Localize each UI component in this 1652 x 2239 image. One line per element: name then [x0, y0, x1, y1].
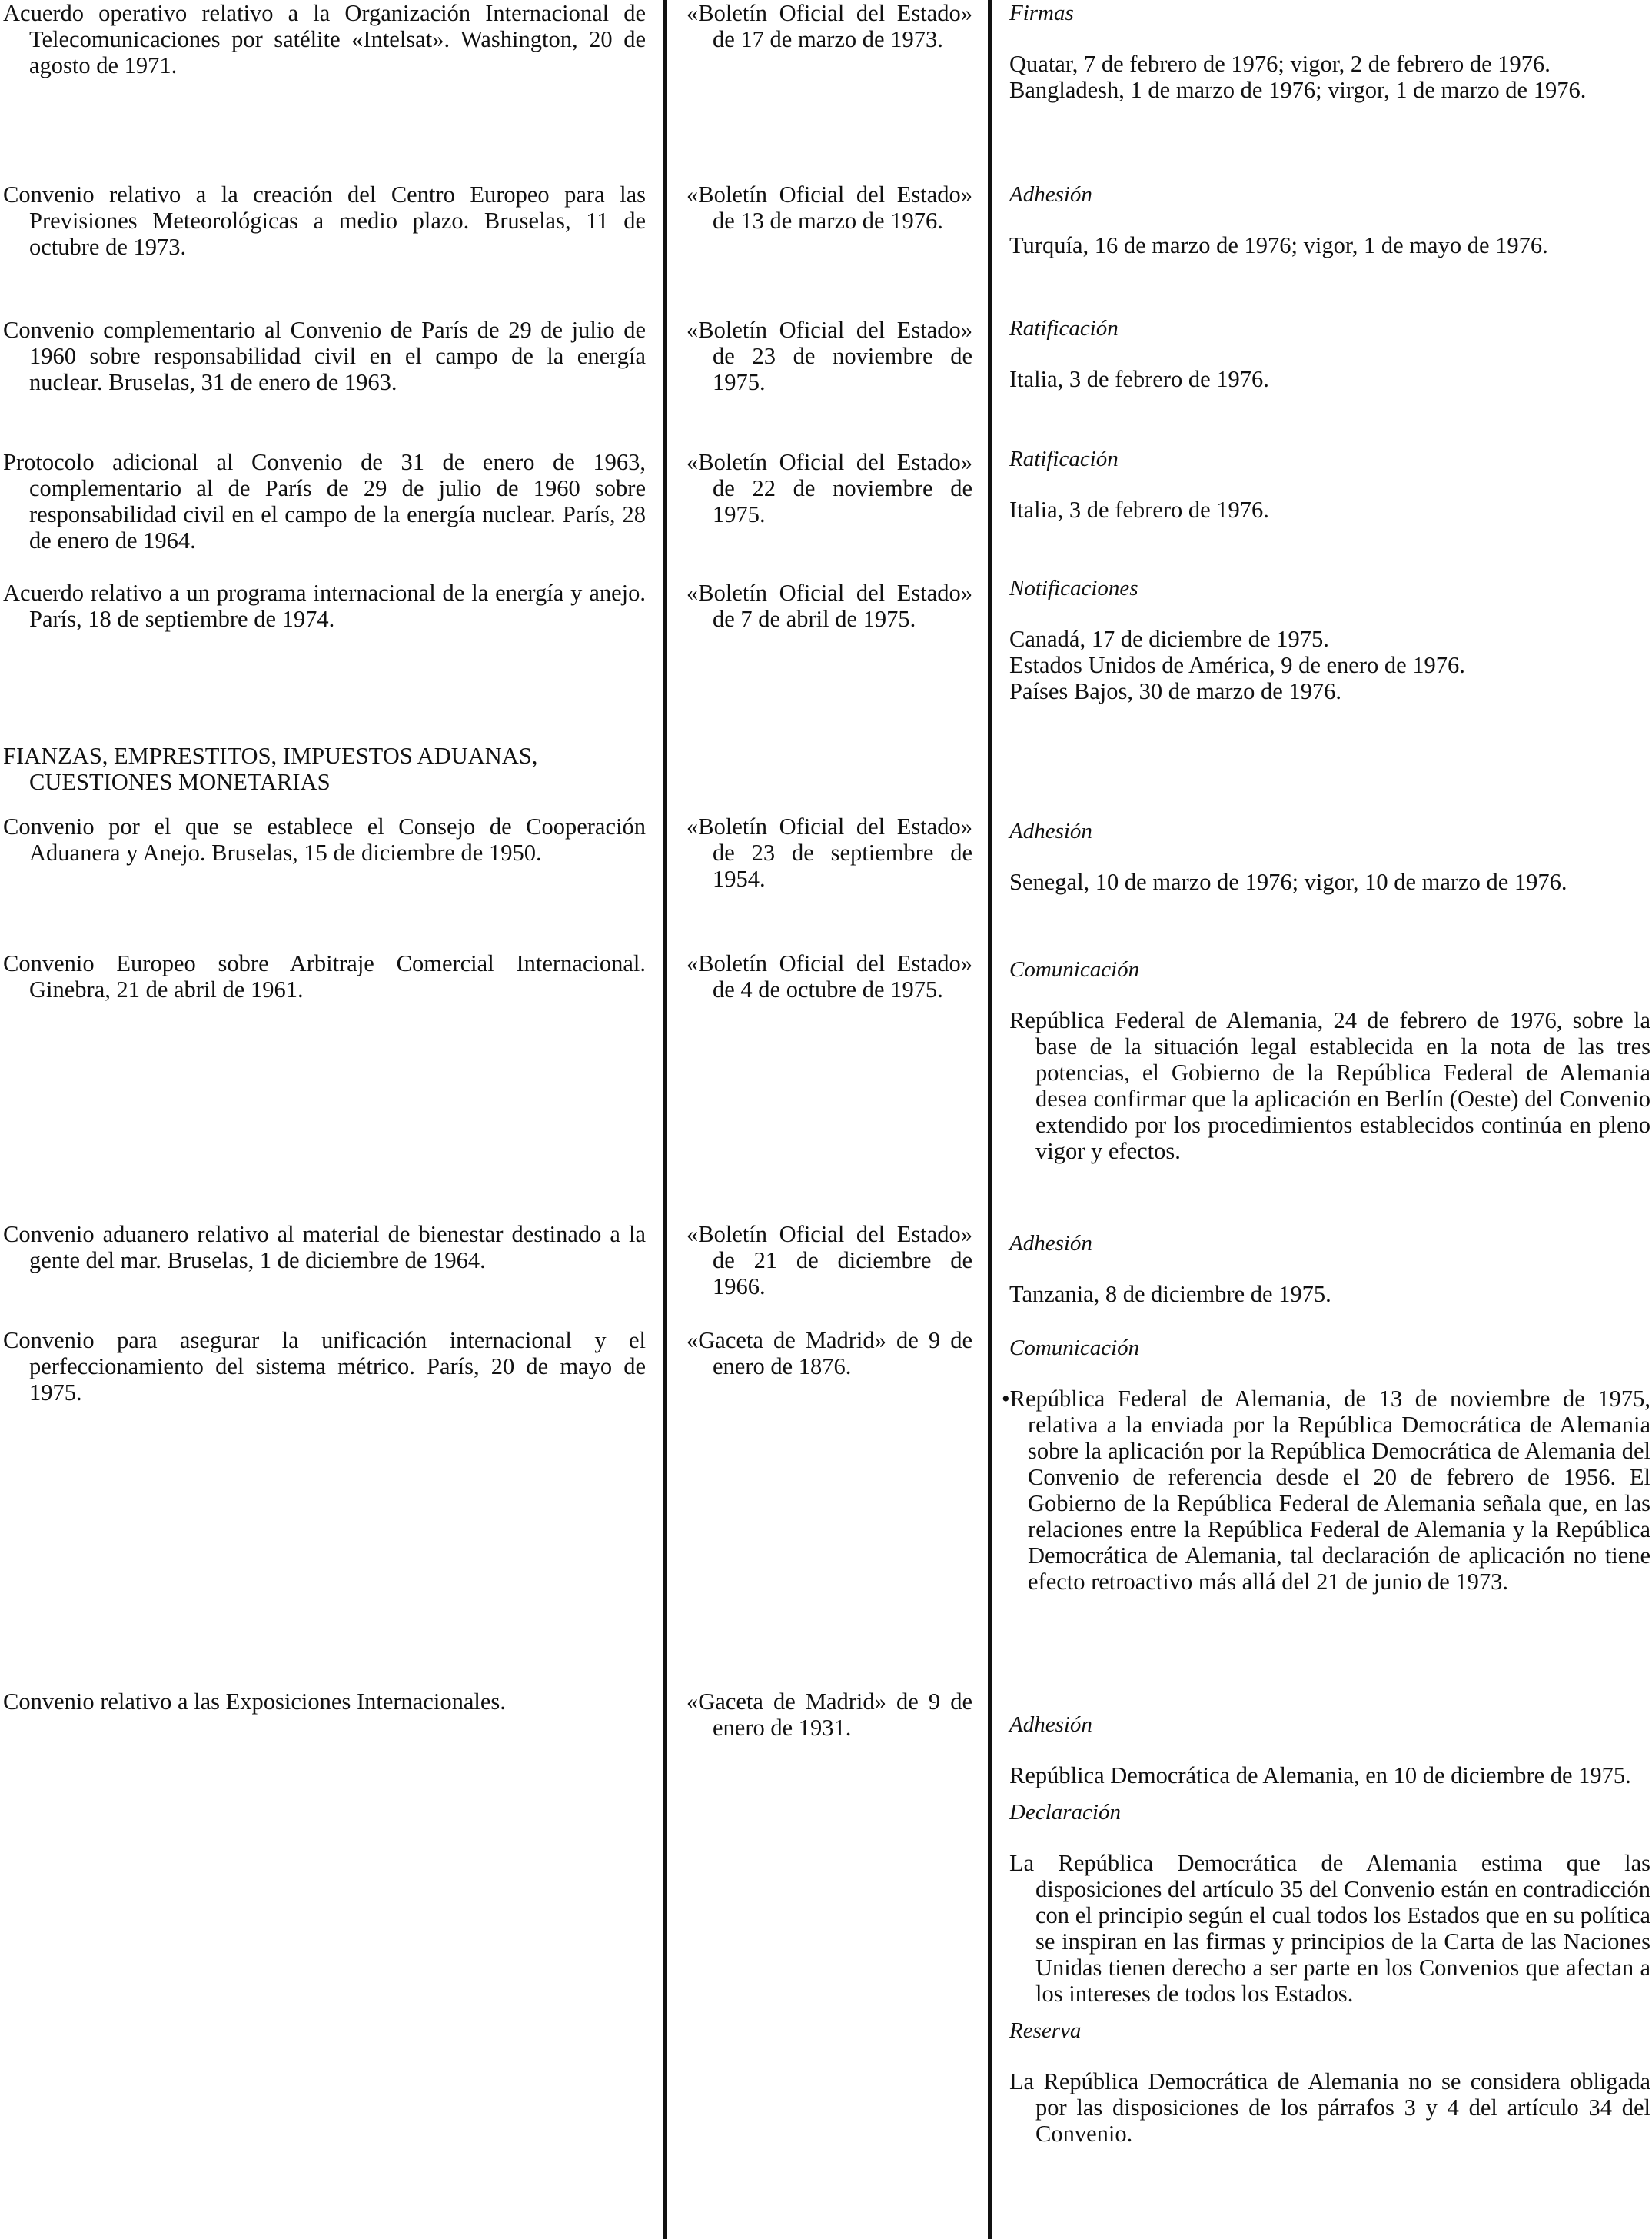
- entry-reference: «Gaceta de Madrid» de 9 de enero de 1876.: [686, 1327, 972, 1379]
- note-block: [1002, 1335, 1650, 1595]
- note-block: [1009, 956, 1650, 1164]
- note-text: La República Democrática de Alemania no se considera obligada por las disposiciones de los párrafos 3 y 4 del artículo 34 del Convenio.: [1009, 2068, 1650, 2147]
- note-label: Firmas: [1009, 1, 1074, 25]
- entry-reference: «Boletín Oficial del Estado» de 21 de diciembre de 1966.: [686, 1221, 972, 1299]
- section-heading-line: CUESTIONES MONETARIAS: [29, 769, 331, 795]
- note-label: Ratificación: [1009, 316, 1119, 341]
- note-text: Países Bajos, 30 de marzo de 1976.: [1009, 678, 1342, 704]
- note-text: •República Federal de Alemania, de 13 de noviembre de 1975, relativa a la enviada por la República Democrática de Alemania sobre la aplicación por la República Democrática de Alemania del Convenio de referencia desde el 20 de febrero de 1956. El Gobierno de la República Federal de Alemania señala que, en las relaciones entre la República Federal de Alemania y la República Democrática de Alemania, tal declaración de aplicación no tiene efecto retroactivo más allá del 21 de junio de 1973.: [1002, 1386, 1650, 1595]
- note-text: Italia, 3 de febrero de 1976.: [1009, 366, 1269, 392]
- entry-reference: «Gaceta de Madrid» de 9 de enero de 1931.: [686, 1688, 972, 1741]
- note-text: Estados Unidos de América, 9 de enero de 1976.: [1009, 652, 1465, 678]
- entry-title: Convenio complementario al Convenio de París de 29 de julio de 1960 sobre responsabilidad civil en el campo de la energía nuclear. Bruselas, 31 de enero de 1963.: [3, 317, 646, 395]
- entry-title: Convenio aduanero relativo al material de bienestar destinado a la gente del mar. Bruselas, 1 de diciembre de 1964.: [3, 1221, 646, 1273]
- entry-title: Convenio para asegurar la unificación internacional y el perfeccionamiento del sistema métrico. París, 20 de mayo de 1975.: [3, 1327, 646, 1406]
- note-label: Notificaciones: [1009, 576, 1138, 601]
- column-rule-right: [988, 0, 992, 2239]
- note-label: Adhesión: [1009, 819, 1092, 843]
- note-block: [1009, 818, 1650, 895]
- entry-reference: «Boletín Oficial del Estado» de 23 de noviembre de 1975.: [686, 317, 972, 395]
- note-label: Ratificación: [1009, 447, 1119, 471]
- entry-reference: «Boletín Oficial del Estado» de 23 de septiembre de 1954.: [686, 813, 972, 892]
- note-label: Comunicación: [1009, 957, 1140, 982]
- note-label: Reserva: [1009, 2018, 1082, 2043]
- note-text: Senegal, 10 de marzo de 1976; vigor, 10 de marzo de 1976.: [1009, 869, 1567, 895]
- note-block: [1009, 575, 1650, 704]
- note-text: República Federal de Alemania, 24 de febrero de 1976, sobre la base de la situación legal establecida en la nota de las tres potencias, el Gobierno de la República Federal de Alemania desea confirmar que la aplicación en Berlín (Oeste) del Convenio extendido por los procedimientos establecidos continúa en pleno vigor y efectos.: [1009, 1007, 1650, 1164]
- note-text: República Democrática de Alemania, en 10 de diciembre de 1975.: [1009, 1762, 1631, 1788]
- note-text: Tanzania, 8 de diciembre de 1975.: [1009, 1281, 1331, 1307]
- note-text: Bangladesh, 1 de marzo de 1976; virgor, 1 de marzo de 1976.: [1009, 77, 1587, 103]
- entry-reference: «Boletín Oficial del Estado» de 17 de marzo de 1973.: [686, 0, 972, 52]
- note-label: Adhesión: [1009, 1231, 1092, 1256]
- note-text: Canadá, 17 de diciembre de 1975.: [1009, 626, 1329, 652]
- entry-reference: «Boletín Oficial del Estado» de 13 de marzo de 1976.: [686, 181, 972, 234]
- entry-reference: «Boletín Oficial del Estado» de 22 de noviembre de 1975.: [686, 449, 972, 527]
- note-block: [1009, 1230, 1650, 1307]
- entry-title: Convenio relativo a la creación del Centro Europeo para las Previsiones Meteorológicas a medio plazo. Bruselas, 11 de octubre de 1973.: [3, 181, 646, 260]
- note-block: [1009, 446, 1650, 523]
- note-text: Italia, 3 de febrero de 1976.: [1009, 497, 1269, 523]
- entry-title: Protocolo adicional al Convenio de 31 de enero de 1963, complementario al de París de 29 de julio de 1960 sobre responsabilidad civil en el campo de la energía nuclear. París, 28 de enero de 1964.: [3, 449, 646, 554]
- note-label: Adhesión: [1009, 1712, 1092, 1737]
- note-label: Comunicación: [1009, 1336, 1140, 1360]
- entry-title: Acuerdo operativo relativo a la Organización Internacional de Telecomunicaciones por satélite «Intelsat». Washington, 20 de agosto de 1971.: [3, 0, 646, 78]
- note-block: [1009, 0, 1650, 103]
- section-heading: [3, 743, 646, 795]
- entry-title: Convenio por el que se establece el Consejo de Cooperación Aduanera y Anejo. Bruselas, 15 de diciembre de 1950.: [3, 813, 646, 866]
- column-rule-left: [663, 0, 667, 2239]
- entry-title: Convenio Europeo sobre Arbitraje Comercial Internacional. Ginebra, 21 de abril de 1961.: [3, 950, 646, 1003]
- section-heading-line: FIANZAS, EMPRESTITOS, IMPUESTOS ADUANAS,: [3, 743, 538, 769]
- entry-reference: «Boletín Oficial del Estado» de 4 de octubre de 1975.: [686, 950, 972, 1003]
- note-text: Quatar, 7 de febrero de 1976; vigor, 2 de febrero de 1976.: [1009, 51, 1551, 77]
- note-block: [1009, 1712, 1650, 2147]
- entry-title: Convenio relativo a las Exposiciones Internacionales.: [3, 1688, 506, 1715]
- note-block: [1009, 315, 1650, 392]
- note-label: Declaración: [1009, 1800, 1121, 1825]
- note-block: [1009, 181, 1650, 258]
- entry-title: Acuerdo relativo a un programa internacional de la energía y anejo. París, 18 de septiembre de 1974.: [3, 580, 646, 632]
- note-text: La República Democrática de Alemania estima que las disposiciones del artículo 35 del Convenio están en contradicción con el principio según el cual todos los Estados que en su política se inspiran en las firmas y principios de la Carta de las Naciones Unidas tienen derecho a ser parte en los Convenios que afectan a los intereses de todos los Estados.: [1009, 1850, 1650, 2007]
- entry-reference: «Boletín Oficial del Estado» de 7 de abril de 1975.: [686, 580, 972, 632]
- note-text: Turquía, 16 de marzo de 1976; vigor, 1 de mayo de 1976.: [1009, 232, 1548, 258]
- note-label: Adhesión: [1009, 182, 1092, 207]
